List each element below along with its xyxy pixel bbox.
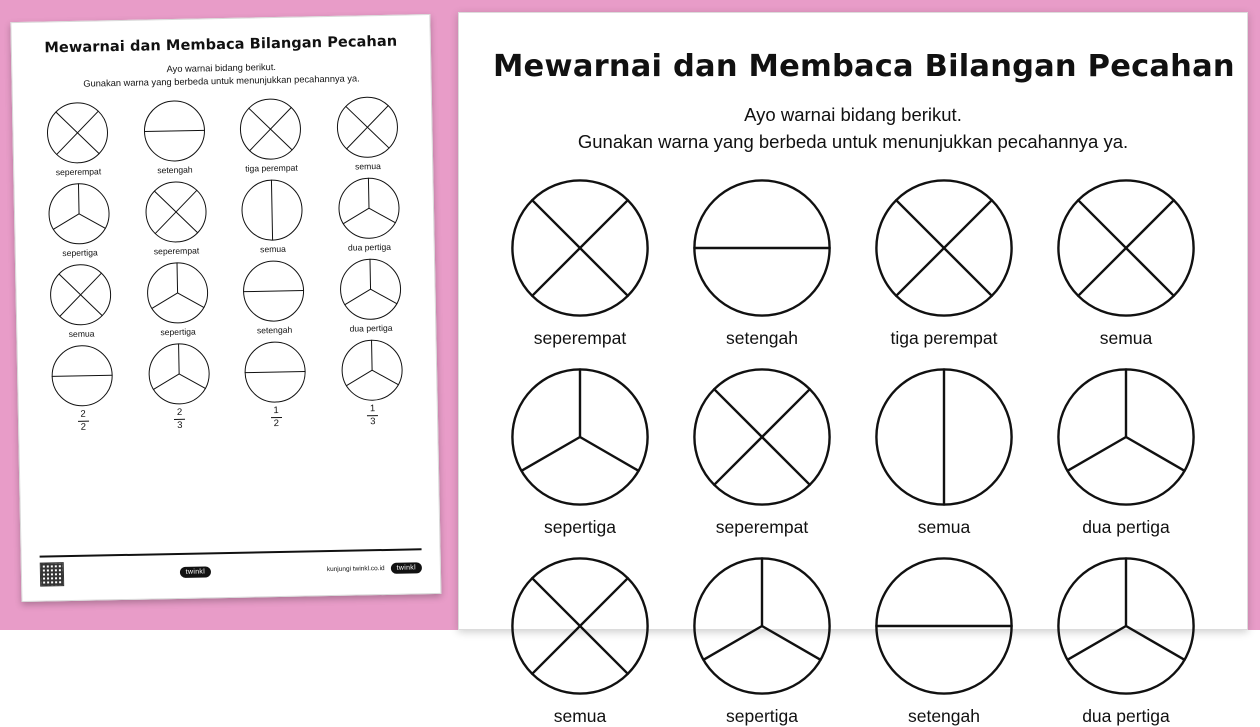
- shape-label: seperempat: [55, 166, 102, 178]
- worksheet-preview[interactable]: [458, 12, 1248, 726]
- shape-label: setengah: [907, 705, 980, 726]
- list-item[interactable]: [35, 263, 126, 340]
- fraction-circle: [510, 178, 650, 318]
- list-item[interactable]: [227, 178, 318, 255]
- shape-label: dua pertiga: [1082, 705, 1170, 726]
- shape-label: setengah: [725, 327, 798, 348]
- qr-code-icon: [40, 562, 64, 586]
- shape-grid: [493, 178, 1213, 727]
- fraction-numerator: 2: [77, 410, 89, 422]
- fraction-denominator: 2: [80, 421, 87, 433]
- list-item[interactable]: [1040, 178, 1212, 349]
- fraction-circle: [48, 182, 111, 245]
- twinkl-logo: twinkl: [180, 566, 212, 578]
- fraction-denominator: 3: [370, 416, 376, 428]
- shape-label: dua pertiga: [349, 322, 393, 334]
- shape-label: sepertiga: [160, 326, 196, 338]
- instruction-line-1: Ayo warnai bidang berikut.: [744, 104, 962, 125]
- fraction-circle: [49, 263, 112, 326]
- list-item[interactable]: [132, 261, 223, 338]
- fraction-circle: [510, 556, 650, 696]
- shape-label: setengah: [256, 324, 293, 336]
- list-item[interactable]: [326, 338, 418, 428]
- list-item[interactable]: [37, 344, 129, 434]
- thumbnail-instructions: [30, 58, 412, 90]
- fraction-circle: [692, 367, 832, 507]
- list-item[interactable]: [325, 257, 416, 334]
- fraction-circle: [510, 367, 650, 507]
- shape-label: semua: [1099, 327, 1153, 348]
- list-item[interactable]: [858, 556, 1030, 727]
- list-item[interactable]: [494, 178, 666, 349]
- fraction-denominator: 3: [177, 419, 183, 432]
- list-item[interactable]: [133, 342, 225, 432]
- shape-label: sepertiga: [726, 705, 798, 726]
- fraction-label: [135, 407, 225, 432]
- footer-right-group: [327, 562, 422, 575]
- fraction-circle: [244, 341, 307, 404]
- list-item[interactable]: [858, 367, 1030, 538]
- shape-label: seperempat: [153, 245, 200, 257]
- fraction-circle: [339, 258, 402, 321]
- thumbnail-footer: [40, 548, 423, 586]
- fraction-circle: [1056, 178, 1196, 318]
- thumbnail-shape-grid: [31, 95, 419, 433]
- fraction-circle: [692, 178, 832, 318]
- list-item[interactable]: [1040, 556, 1212, 727]
- fraction-label: [231, 405, 321, 430]
- instruction-line-2: Gunakan warna yang berbeda untuk menunjukkan pecahannya ya.: [577, 130, 1129, 152]
- fraction-numerator: 2: [174, 408, 186, 420]
- shape-label: semua: [917, 516, 971, 537]
- fraction-circle: [146, 261, 209, 324]
- fraction-label: [328, 403, 418, 428]
- fraction-circle: [874, 367, 1014, 507]
- fraction-denominator: 2: [273, 418, 280, 430]
- list-item[interactable]: [228, 259, 319, 336]
- list-item[interactable]: [676, 178, 848, 349]
- shape-label: seperempat: [715, 516, 809, 537]
- list-item[interactable]: [34, 182, 125, 259]
- shape-label: tiga perempat: [890, 327, 998, 348]
- page-instructions: [493, 102, 1213, 156]
- fraction-circle: [336, 96, 399, 159]
- fraction-circle: [147, 342, 210, 405]
- fraction-circle: [874, 556, 1014, 696]
- thumbnail-instruction-line-2: Gunakan warna yang berbeda untuk menunjukkan pecahannya ya.: [83, 72, 360, 89]
- thumbnail-title: Mewarnai dan Membaca Bilangan Pecahan: [44, 33, 398, 57]
- fraction-circle: [874, 178, 1014, 318]
- shape-label: semua: [354, 161, 381, 172]
- thumbnail-page: [10, 14, 441, 602]
- fraction-circle: [241, 179, 304, 242]
- page-title: Mewarnai dan Membaca Bilangan Pecahan: [493, 49, 1235, 84]
- fraction-circle: [144, 180, 207, 243]
- shape-label: seperempat: [533, 327, 627, 348]
- shape-label: semua: [260, 243, 286, 255]
- fraction-circle: [692, 556, 832, 696]
- fraction-circle: [143, 99, 206, 162]
- shape-label: semua: [68, 328, 95, 340]
- shape-label: setengah: [157, 164, 193, 176]
- fraction-circle: [1056, 556, 1196, 696]
- fraction-circle: [340, 339, 403, 402]
- shape-label: dua pertiga: [347, 241, 392, 253]
- list-item[interactable]: [676, 367, 848, 538]
- list-item[interactable]: [322, 95, 413, 172]
- shape-label: sepertiga: [62, 247, 98, 259]
- shape-label: sepertiga: [544, 516, 616, 537]
- list-item[interactable]: [130, 180, 221, 257]
- fraction-circle: [242, 260, 305, 323]
- shape-label: dua pertiga: [1082, 516, 1170, 537]
- fraction-circle: [51, 344, 114, 407]
- list-item[interactable]: [494, 367, 666, 538]
- fraction-numerator: 1: [270, 406, 282, 418]
- fraction-circle: [337, 177, 400, 240]
- shape-label: semua: [553, 705, 607, 726]
- list-item[interactable]: [1040, 367, 1212, 538]
- fraction-circle: [239, 98, 302, 161]
- footer-tagline: kunjungi twinkl.co.id: [326, 564, 385, 573]
- twinkl-logo-secondary: twinkl: [390, 562, 422, 574]
- list-item[interactable]: [230, 340, 322, 430]
- fraction-numerator: 1: [367, 404, 379, 416]
- list-item[interactable]: [323, 176, 414, 253]
- list-item[interactable]: [858, 178, 1030, 349]
- list-item[interactable]: [225, 97, 316, 174]
- list-item[interactable]: [32, 101, 123, 178]
- fraction-circle: [46, 101, 109, 164]
- list-item[interactable]: [494, 556, 666, 727]
- worksheet-thumbnail[interactable]: [10, 14, 441, 614]
- fraction-label: [38, 409, 128, 434]
- thumbnail-instruction-line-1: Ayo warnai bidang berikut.: [166, 61, 277, 75]
- list-item[interactable]: [676, 556, 848, 727]
- shape-label: tiga perempat: [245, 162, 298, 174]
- fraction-circle: [1056, 367, 1196, 507]
- list-item[interactable]: [129, 99, 220, 176]
